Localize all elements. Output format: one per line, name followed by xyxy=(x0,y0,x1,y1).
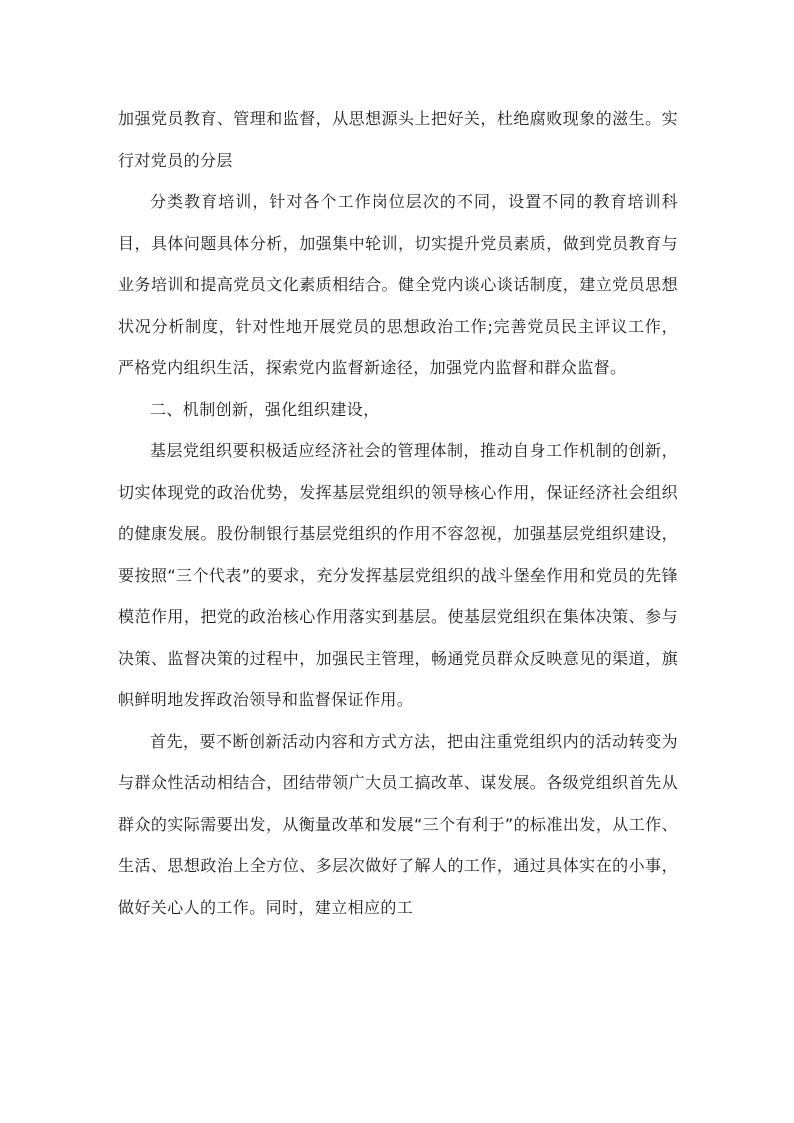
paragraph-4: 首先，要不断创新活动内容和方式方法，把由注重党组织内的活动转变为与群众性活动相结合，团结带领广大员工搞改革、谋发展。各级党组织首先从群众的实际需要出发，从衡量改革和发展“三个有利于”的标准出发，从工作、生活、思想政治上全方位、多层次做好了解人的工作，通过具体实在的小事，做好关心人的工作。同时，建立相应的工 xyxy=(118,731,678,917)
section-heading: 二、机制创新，强化组织建设， xyxy=(150,399,380,419)
paragraph-3: 基层党组织要积极适应经济社会的管理体制，推动自身工作机制的创新，切实体现党的政治优势，发挥基层党组织的领导核心作用，保证经济社会组织的健康发展。股份制银行基层党组织的作用不容忽视，加强基层党组织建设，要按照“三个代表”的要求，充分发挥基层党组织的战斗堡垒作用和党员的先锋模范作用，把党的政治核心作用落实到基层。使基层党组织在集体决策、参与决策、监督决策的过程中，加强民主管理，畅通党员群众反映意见的渠道，旗帜鲜明地发挥政治领导和监督保证作用。 xyxy=(118,441,678,709)
paragraph-2: 分类教育培训，针对各个工作岗位层次的不同，设置不同的教育培训科目，具体问题具体分析，加强集中轮训，切实提升党员素质，做到党员教育与业务培训和提高党员文化素质相结合。健全党内谈心谈话制度，建立党员思想状况分析制度，针对性地开展党员的思想政治工作;完善党员民主评议工作，严格党内组织生活，探索党内监督新途径，加强党内监督和群众监督。 xyxy=(118,192,678,377)
body-text xyxy=(118,98,678,928)
paragraph-1: 加强党员教育、管理和监督，从思想源头上把好关，杜绝腐败现象的滋生。实行对党员的分层 xyxy=(118,109,678,170)
